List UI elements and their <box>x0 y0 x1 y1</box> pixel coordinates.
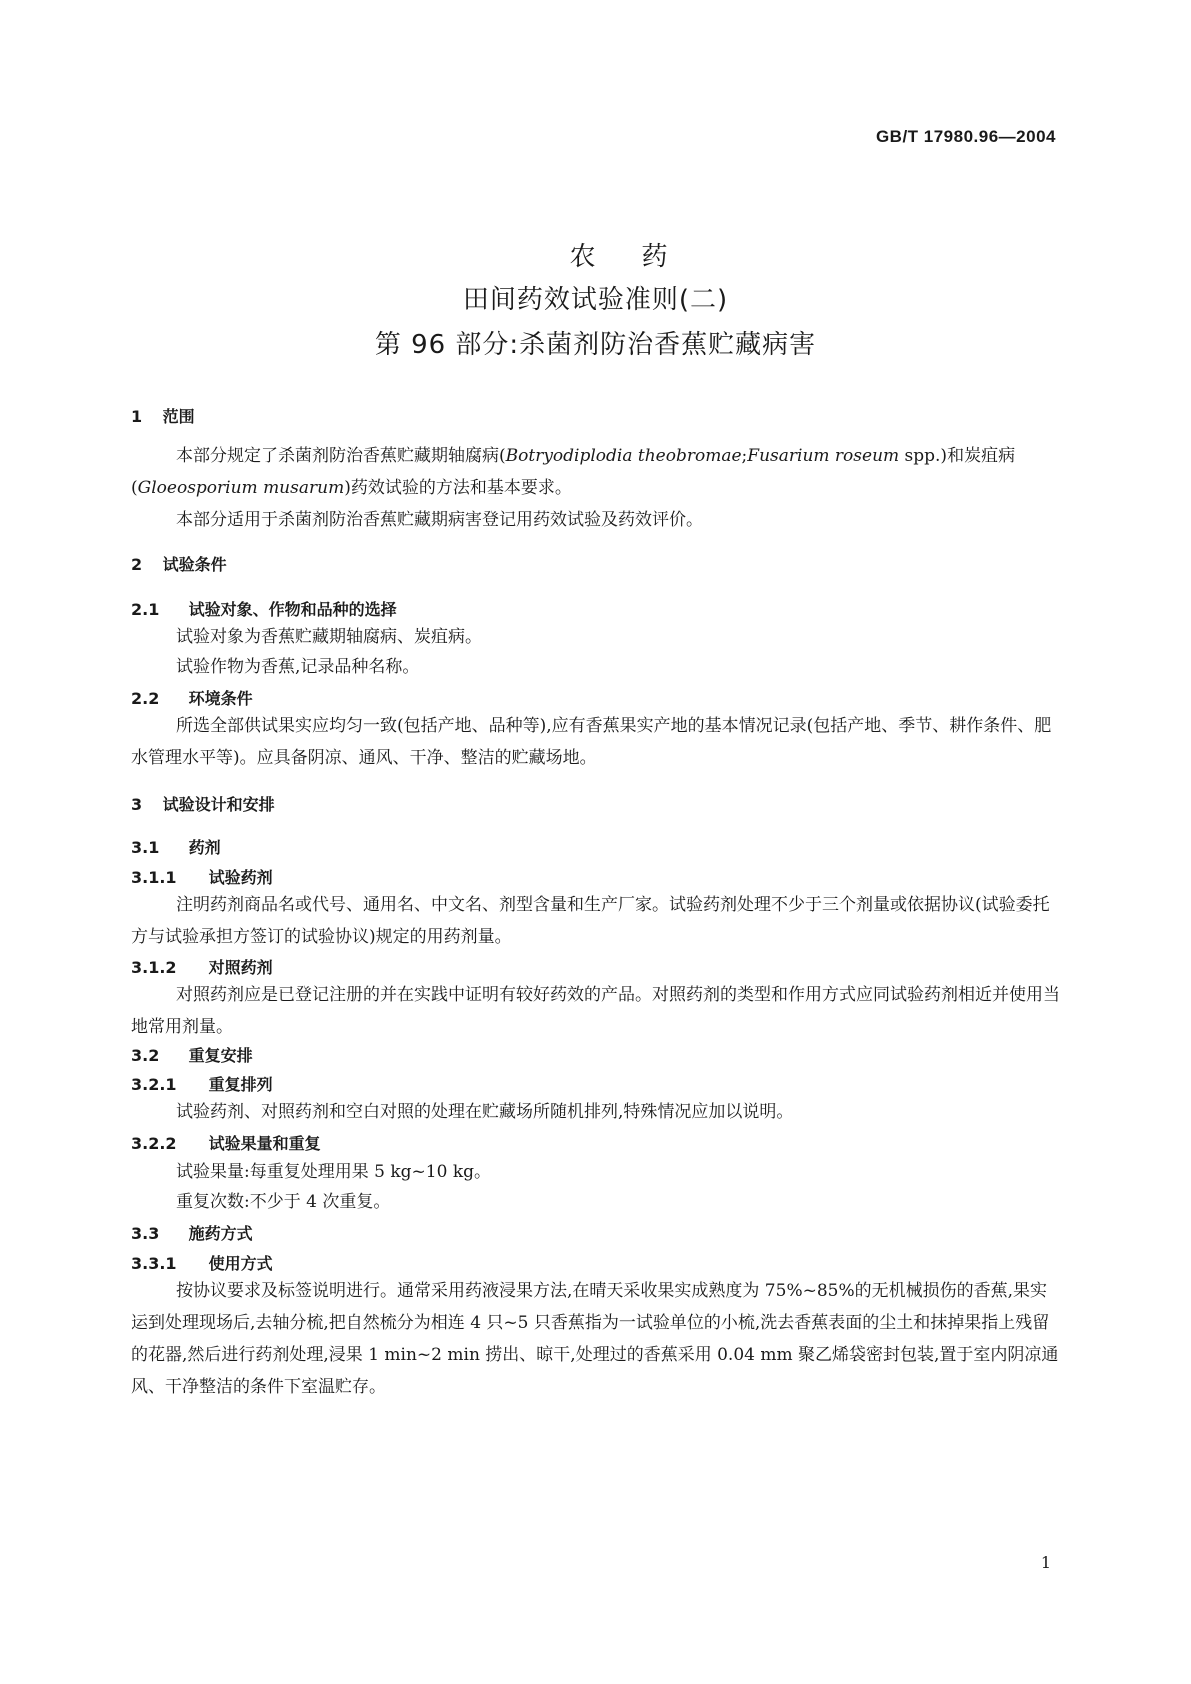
section-title: 范围 <box>162 407 195 426</box>
section-3-2-heading <box>131 1043 253 1066</box>
section-2-2-heading <box>131 686 253 709</box>
section-3-3-heading <box>131 1221 253 1244</box>
section-3-1-2-paragraph: 对照药剂应是已登记注册的并在实践中证明有较好药效的产品。对照药剂的类型和作用方式应同试验药剂相近并使用当地常用剂量。 <box>131 985 1060 1037</box>
text-run: 本部分规定了杀菌剂防治香蕉贮藏期轴腐病( <box>176 446 506 466</box>
section-1-heading <box>131 404 195 427</box>
section-title: 重复排列 <box>208 1075 273 1094</box>
section-title: 对照药剂 <box>208 958 273 977</box>
section-number: 3.3.1 <box>131 1254 177 1273</box>
section-number: 3 <box>131 795 143 814</box>
section-1-paragraph-1 <box>131 440 1061 504</box>
section-3-2-2-paragraph-1: 试验果量:每重复处理用果 5 kg~10 kg。 <box>176 1162 491 1182</box>
section-number: 3.2 <box>131 1046 160 1065</box>
section-title: 环境条件 <box>188 689 253 708</box>
section-3-3-1-heading <box>131 1251 273 1274</box>
section-3-heading <box>131 792 275 815</box>
section-3-2-1-paragraph: 试验药剂、对照药剂和空白对照的处理在贮藏场所随机排列,特殊情况应加以说明。 <box>176 1102 794 1122</box>
page-number: 1 <box>1040 1553 1051 1572</box>
section-number: 1 <box>131 407 143 426</box>
latin-name: Gloeosporium musarum <box>137 478 345 498</box>
section-number: 2.2 <box>131 689 160 708</box>
text-run: spp.) <box>899 446 948 466</box>
section-1-paragraph-2: 本部分适用于杀菌剂防治香蕉贮藏期病害登记用药效试验及药效评价。 <box>176 510 703 530</box>
section-number: 3.1.2 <box>131 958 177 977</box>
section-title: 试验药剂 <box>208 868 273 887</box>
section-2-1-paragraph-1: 试验对象为香蕉贮藏期轴腐病、炭疽病。 <box>176 627 482 647</box>
section-3-3-1-paragraph: 按协议要求及标签说明进行。通常采用药液浸果方法,在晴天采收果实成熟度为 75%~85%的无机械损伤的香蕉,果实运到处理现场后,去轴分梳,把自然梳分为相连 4 只~5 只香蕉指为一试验单位的小梳,洗去香蕉表面的尘土和抹掉果指上残留的花器,然后进行药剂处理,浸果 1 min~2 min 捞出、晾干,处理过的香蕉采用 0.04 mm 聚乙烯袋密封包装,置于室内阴凉通风、干净整洁的条件下室温贮存。 <box>131 1281 1059 1397</box>
section-title: 试验设计和安排 <box>162 795 275 814</box>
section-title: 试验果量和重复 <box>208 1134 321 1153</box>
section-title: 施药方式 <box>188 1224 253 1243</box>
section-3-1-heading <box>131 835 221 858</box>
text-run: 和炭疽病( <box>131 446 1016 498</box>
section-2-2-paragraph: 所选全部供试果实应均匀一致(包括产地、品种等),应有香蕉果实产地的基本情况记录(包括产地、季节、耕作条件、肥水管理水平等)。应具备阴凉、通风、干净、整洁的贮藏场地。 <box>131 716 1052 768</box>
section-3-2-2-paragraph-2: 重复次数:不少于 4 次重复。 <box>176 1192 391 1212</box>
latin-name: Fusarium roseum <box>747 446 900 466</box>
section-number: 2 <box>131 555 143 574</box>
section-2-1-paragraph-2: 试验作物为香蕉,记录品种名称。 <box>176 657 420 677</box>
standard-number: GB/T 17980.96—2004 <box>875 127 1056 146</box>
section-3-1-2-heading <box>131 955 273 978</box>
section-title: 重复安排 <box>188 1046 253 1065</box>
section-2-heading <box>131 552 227 575</box>
section-3-2-2-heading <box>131 1131 321 1154</box>
section-title: 药剂 <box>188 838 221 857</box>
section-number: 3.1 <box>131 838 160 857</box>
text-run: )药效试验的方法和基本要求。 <box>344 478 572 498</box>
section-number: 2.1 <box>131 600 160 619</box>
section-number: 3.2.2 <box>131 1134 177 1153</box>
title-line-1: 农药 <box>569 242 714 272</box>
title-line-2: 田间药效试验准则(二) <box>462 285 729 315</box>
title-line-3: 第 96 部分:杀菌剂防治香蕉贮藏病害 <box>374 330 817 360</box>
section-title: 试验条件 <box>162 555 227 574</box>
section-number: 3.2.1 <box>131 1075 177 1094</box>
section-3-2-1-heading <box>131 1072 273 1095</box>
section-number: 3.1.1 <box>131 868 177 887</box>
section-title: 使用方式 <box>208 1254 273 1273</box>
text-run: ; <box>741 446 748 466</box>
section-title: 试验对象、作物和品种的选择 <box>188 600 397 619</box>
section-2-1-heading <box>131 597 397 620</box>
section-3-1-1-heading <box>131 865 273 888</box>
section-3-1-1-paragraph: 注明药剂商品名或代号、通用名、中文名、剂型含量和生产厂家。试验药剂处理不少于三个剂量或依据协议(试验委托方与试验承担方签订的试验协议)规定的用药剂量。 <box>131 895 1050 947</box>
section-number: 3.3 <box>131 1224 160 1243</box>
latin-name: Botryodiplodia theobromae <box>505 446 742 466</box>
